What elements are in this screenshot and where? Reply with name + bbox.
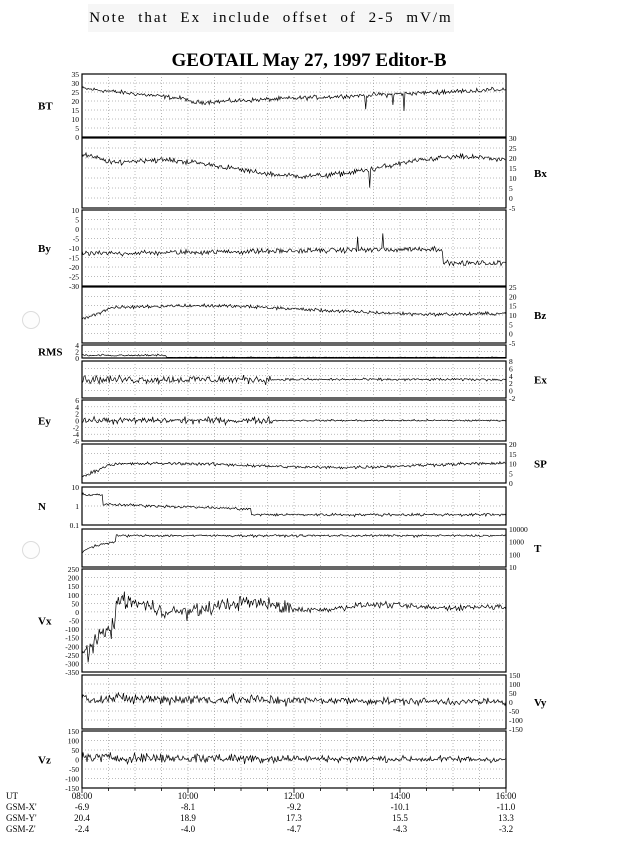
x-tick-label: 14:00	[389, 791, 411, 801]
panel-vy	[82, 671, 547, 734]
x-tick-label: 08:00	[71, 791, 93, 801]
y-tick-label: 2	[75, 409, 79, 419]
y-tick-label: -50	[509, 707, 519, 716]
y-tick-label: 5	[509, 320, 513, 330]
y-tick-label: 15	[509, 164, 517, 173]
x-tick-label: 16:00	[495, 791, 517, 801]
y-tick-label: 10	[509, 459, 517, 469]
y-tick-label: 20	[509, 292, 517, 302]
panel-label-rms: RMS	[38, 346, 63, 359]
panel-label-by: By	[38, 243, 51, 255]
panel-label-sp: SP	[534, 458, 547, 471]
y-tick-label: 25	[71, 88, 79, 97]
panel-ey	[38, 396, 506, 446]
y-tick-label: -200	[65, 642, 79, 652]
chart-title: GEOTAIL May 27, 1997 Editor-B	[171, 50, 447, 71]
y-tick-label: -25	[69, 272, 79, 282]
y-tick-label: -2	[509, 394, 516, 403]
panel-label-vz: Vz	[38, 754, 51, 767]
panel-label-ex: Ex	[534, 374, 547, 387]
y-tick-label: 0	[509, 329, 513, 339]
y-tick-label: 8	[509, 357, 513, 366]
y-tick-label: -50	[69, 616, 79, 626]
y-tick-label: 10	[509, 174, 517, 183]
orbit-value: -4.7	[286, 824, 302, 834]
y-tick-label: 0	[75, 225, 79, 234]
y-tick-label: 50	[71, 746, 79, 755]
y-tick-label: -100	[509, 716, 523, 725]
y-tick-label: -10	[69, 244, 79, 253]
panel-label-t: T	[534, 543, 542, 555]
orbit-value: -8.1	[180, 802, 196, 812]
orbit-value: 18.9	[180, 813, 196, 823]
y-tick-label: 1000	[509, 537, 524, 547]
x-tick-label: 12:00	[283, 791, 305, 801]
y-tick-label: -100	[65, 625, 79, 635]
panel-frame	[82, 138, 506, 208]
panel-bz	[82, 283, 546, 348]
panel-label-bx: Bx	[534, 168, 547, 180]
panel-ex	[82, 357, 547, 403]
y-tick-label: 100	[509, 550, 521, 560]
y-tick-label: 1	[75, 502, 79, 511]
y-tick-label: -300	[65, 659, 79, 669]
y-tick-label: -5	[72, 234, 79, 244]
y-tick-label: -5	[509, 339, 516, 348]
panel-label-vy: Vy	[534, 697, 547, 709]
y-tick-label: -20	[69, 263, 79, 272]
y-tick-label: 0	[75, 354, 79, 363]
y-tick-label: 50	[509, 689, 517, 698]
panel-label-vx: Vx	[38, 615, 52, 628]
orbit-row-label: GSM-Z'	[6, 824, 36, 834]
y-tick-label: 4	[75, 402, 79, 412]
orbit-value: -4.0	[180, 824, 196, 834]
y-tick-label: 10	[71, 115, 79, 124]
y-tick-label: -250	[65, 650, 79, 660]
y-tick-label: -2	[72, 423, 79, 433]
y-tick-label: 0.1	[69, 521, 79, 530]
orbit-value: -6.9	[74, 802, 90, 812]
y-tick-label: 10	[509, 563, 517, 572]
orbit-value: -3.2	[498, 824, 514, 834]
orbit-value: 17.3	[286, 813, 302, 823]
y-tick-label: 0	[75, 755, 79, 765]
y-tick-label: 10	[71, 206, 79, 215]
y-tick-label: 10000	[509, 525, 528, 534]
orbit-row-label: UT	[6, 791, 18, 801]
orbit-value: -2.4	[74, 824, 90, 834]
offset-note: Note that Ex include offset of 2-5 mV/m	[88, 4, 454, 32]
y-tick-label: -150	[509, 725, 523, 734]
orbit-value: -4.3	[392, 824, 408, 834]
y-tick-label: 150	[509, 671, 521, 680]
y-tick-label: 0	[509, 479, 513, 488]
y-tick-label: 100	[509, 680, 521, 689]
panel-label-bz: Bz	[534, 310, 547, 322]
y-tick-label: -5	[509, 204, 516, 213]
y-tick-label: 100	[67, 736, 79, 746]
y-tick-label: 5	[75, 124, 79, 133]
x-tick-label: 10:00	[177, 791, 199, 801]
y-tick-label: 2	[75, 347, 79, 357]
y-tick-label: 6	[509, 364, 513, 374]
orbit-value: 20.4	[74, 813, 90, 823]
y-tick-label: 30	[71, 79, 79, 88]
orbit-value: -10.1	[390, 802, 410, 812]
y-tick-label: 4	[75, 341, 79, 350]
y-tick-label: -30	[69, 282, 79, 291]
y-tick-label: 10	[509, 311, 517, 320]
panel-label-bt: BT	[38, 100, 53, 113]
y-tick-label: -100	[65, 774, 79, 784]
panel-vz	[38, 727, 506, 793]
y-tick-label: 100	[67, 590, 79, 600]
y-tick-label: 15	[71, 106, 79, 115]
orbit-row-label: GSM-Y'	[6, 813, 37, 823]
y-tick-label: 2	[509, 379, 513, 389]
panel-n	[38, 483, 506, 530]
y-tick-label: -150	[65, 784, 79, 793]
panel-rms	[38, 341, 506, 363]
y-tick-label: 30	[509, 134, 517, 143]
y-tick-label: -4	[72, 430, 79, 440]
y-tick-label: 20	[71, 97, 79, 106]
panel-vx	[38, 565, 506, 677]
y-tick-label: 5	[509, 469, 513, 479]
y-tick-label: 0	[509, 698, 513, 707]
y-tick-label: 150	[67, 727, 79, 736]
y-tick-label: 0	[509, 386, 513, 396]
orbit-value: -9.2	[286, 802, 302, 812]
orbit-value: -11.0	[496, 802, 516, 812]
y-tick-label: 0	[75, 416, 79, 426]
y-tick-label: -50	[69, 765, 79, 774]
panel-label-ey: Ey	[38, 415, 51, 428]
y-tick-label: 5	[75, 215, 79, 225]
y-tick-label: 150	[67, 582, 79, 592]
y-tick-label: 0	[509, 194, 513, 203]
y-tick-label: 10	[71, 483, 79, 492]
y-tick-label: 20	[509, 154, 517, 163]
y-tick-label: 0	[75, 607, 79, 617]
y-tick-label: 35	[71, 70, 79, 79]
y-tick-label: 6	[75, 396, 79, 405]
y-tick-label: -15	[69, 253, 79, 263]
y-tick-label: 200	[67, 573, 79, 583]
y-tick-label: 0	[75, 133, 79, 142]
panel-t	[82, 525, 542, 572]
y-tick-label: -350	[65, 668, 79, 677]
y-tick-label: -6	[72, 437, 79, 446]
y-tick-label: 15	[509, 301, 517, 311]
y-tick-label: 50	[71, 599, 79, 609]
y-tick-label: 25	[509, 144, 517, 153]
panel-label-n: N	[38, 501, 46, 513]
y-tick-label: 20	[509, 440, 517, 449]
y-tick-label: 5	[509, 184, 513, 193]
panel-bx	[82, 134, 547, 213]
orbit-row-label: GSM-X'	[6, 802, 37, 812]
y-tick-label: 4	[509, 371, 513, 381]
y-tick-label: -150	[65, 633, 79, 643]
y-tick-label: 25	[509, 283, 517, 292]
panel-by	[38, 206, 506, 291]
panel-bt	[38, 70, 506, 142]
y-tick-label: 250	[67, 565, 79, 574]
y-tick-label: 15	[509, 449, 517, 459]
orbit-value: 13.3	[498, 813, 514, 823]
panel-sp	[82, 440, 547, 488]
orbit-value: 15.5	[392, 813, 408, 823]
